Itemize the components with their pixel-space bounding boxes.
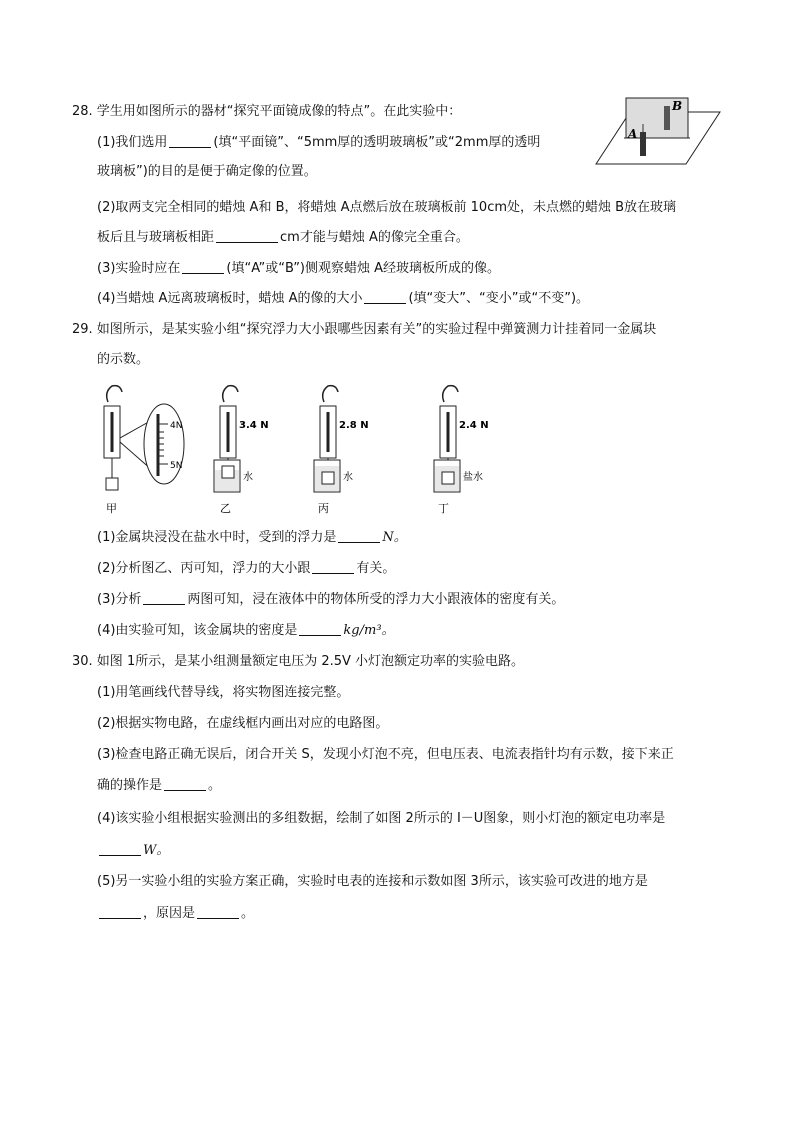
q28-stem: 28. 学生用如图所示的器材“探究平面镜成像的特点”。在此实验中： [72, 104, 462, 119]
answer-blank[interactable] [169, 134, 211, 148]
q30-part3-cont: 确的操作是 。 [97, 778, 222, 793]
q30-part4-cont: W。 [97, 842, 169, 860]
q28-part3: (3)实验时应在 (填“A”或“B”)侧观察蜡烛 A经玻璃板所成的像。 [97, 261, 501, 276]
liquid-water-label: 水 [243, 472, 253, 483]
reading-bing: 2.8 N [339, 420, 369, 431]
q29-part3: (3)分析 两图可知，浸在液体中的物体所受的浮力大小跟液体的密度有关。 [97, 592, 565, 607]
q29-part4: (4)由实验可知，该金属块的密度是 kg/m³。 [97, 623, 395, 638]
q30-part5-cont: ，原因是 。 [97, 905, 254, 923]
q30-part3: (3)检查电路正确无误后，闭合开关 S，发现小灯泡不亮，但电压表、电流表指针均有示数，接下来正 [97, 747, 674, 762]
liquid-saltwater-label: 盐水 [463, 472, 483, 483]
buoyancy-experiment-figure [96, 380, 516, 520]
answer-blank[interactable] [299, 622, 341, 636]
scale-5n-label: 5N [170, 461, 183, 471]
reading-ding: 2.4 N [459, 420, 489, 431]
answer-blank[interactable] [364, 290, 406, 304]
spring-scale-ding [434, 386, 489, 515]
spring-scale-jia [104, 386, 184, 515]
candle-b-label: B [672, 99, 683, 113]
fig-label-yi: 乙 [220, 502, 231, 515]
answer-blank[interactable] [216, 229, 278, 243]
answer-blank[interactable] [197, 905, 239, 919]
q30-part1: (1)用笔画线代替导线，将实物图连接完整。 [97, 685, 350, 700]
q28-part1-cont: 玻璃板”)的目的是便于确定像的位置。 [97, 164, 317, 179]
q29-part1: (1)金属块浸没在盐水中时，受到的浮力是 N。 [97, 530, 407, 545]
answer-blank[interactable] [312, 560, 354, 574]
candle-a-label: A [628, 127, 638, 141]
answer-blank[interactable] [99, 842, 141, 856]
q29-stem: 29. 如图所示，是某实验小组“探究浮力大小跟哪些因素有关”的实验过程中弹簧测力计挂着同一金属块 [72, 322, 657, 337]
q29-stem-cont: 的示数。 [97, 352, 150, 367]
answer-blank[interactable] [182, 260, 224, 274]
q30-part4: (4)该实验小组根据实验测出的多组数据，绘制了如图 2所示的 I－U图象，则小灯泡的额定电功率是 [97, 811, 666, 826]
q28-part4: (4)当蜡烛 A远离玻璃板时，蜡烛 A的像的大小 (填“变大”、“变小”或“不变”)。 [97, 291, 590, 306]
q28-part2: (2)取两支完全相同的蜡烛 A和 B，将蜡烛 A点燃后放在玻璃板前 10cm处，未点燃的蜡烛 B放在玻璃 [97, 200, 677, 215]
answer-blank[interactable] [143, 591, 185, 605]
liquid-water-label: 水 [343, 472, 353, 483]
fig-label-bing: 丙 [318, 502, 329, 515]
answer-blank[interactable] [338, 529, 380, 543]
q30-part5: (5)另一实验小组的实验方案正确，实验时电表的连接和示数如图 3所示，该实验可改进的地方是 [97, 874, 648, 889]
q30-part2: (2)根据实物电路，在虚线框内画出对应的电路图。 [97, 716, 389, 731]
mirror-experiment-figure [592, 94, 724, 172]
spring-scale-yi [214, 386, 269, 515]
answer-blank[interactable] [164, 777, 206, 791]
fig-label-ding: 丁 [438, 502, 449, 515]
q28-part2-cont: 板后且与玻璃板相距 cm才能与蜡烛 A的像完全重合。 [97, 230, 469, 245]
spring-scale-bing [314, 386, 369, 515]
q29-part2: (2)分析图乙、丙可知，浮力的大小跟 有关。 [97, 561, 396, 576]
fig-label-jia: 甲 [106, 502, 117, 515]
answer-blank[interactable] [99, 905, 141, 919]
q30-stem: 30. 如图 1所示，是某小组测量额定电压为 2.5V 小灯泡额定功率的实验电路。 [72, 654, 525, 669]
q28-part1: (1)我们选用 (填“平面镜”、“5mm厚的透明玻璃板”或“2mm厚的透明 [97, 135, 541, 150]
scale-4n-label: 4N [170, 421, 183, 431]
reading-yi: 3.4 N [239, 420, 269, 431]
